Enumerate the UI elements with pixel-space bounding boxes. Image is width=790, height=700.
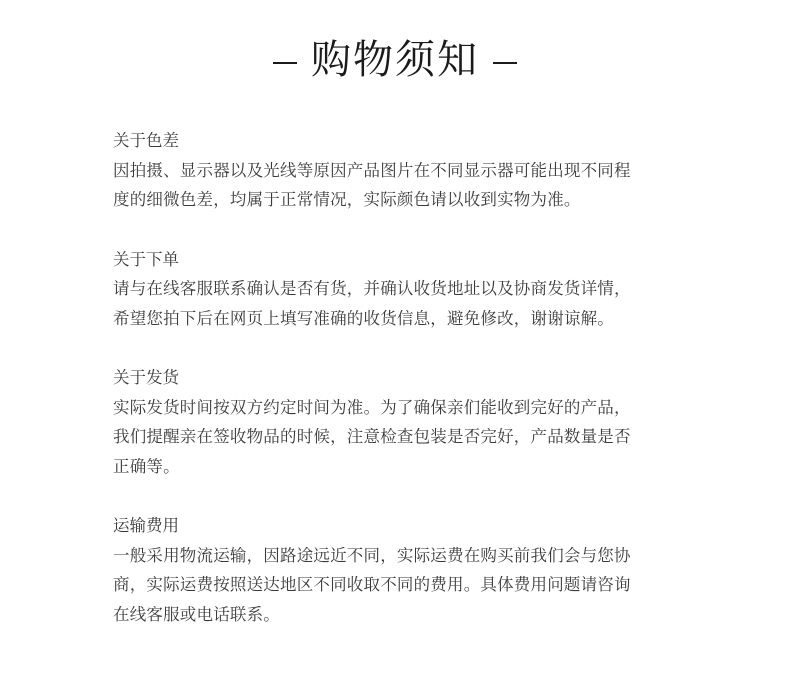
section-heading: 运输费用 bbox=[113, 516, 179, 535]
section-body-line: 实际发货时间按双方约定时间为准。为了确保亲们能收到完好的产品， bbox=[113, 397, 631, 417]
section-body bbox=[113, 541, 683, 630]
section-heading: 关于发货 bbox=[113, 368, 179, 387]
section-body bbox=[113, 156, 683, 215]
section-body-line: 度的细微色差，均属于正常情况，实际颜色请以收到实物为准。 bbox=[113, 190, 581, 209]
section-body bbox=[113, 393, 683, 482]
title-right-dash bbox=[493, 62, 517, 64]
section-body-line: 正确等。 bbox=[113, 456, 180, 476]
section-heading: 关于下单 bbox=[113, 249, 179, 269]
section-body-line: 希望您拍下后在网页上填写准确的收货信息，避免修改，谢谢谅解。 bbox=[113, 308, 614, 328]
section-shipping bbox=[113, 363, 683, 481]
section-body-line: 请与在线客服联系确认是否有货，并确认收货地址以及协商发货详情， bbox=[113, 279, 631, 298]
section-body bbox=[113, 274, 683, 333]
section-heading: 关于色差 bbox=[113, 131, 179, 150]
section-body-line: 一般采用物流运输，因路途远近不同，实际运费在购买前我们会与您协 bbox=[113, 545, 631, 565]
section-color-difference bbox=[113, 126, 683, 215]
page-header bbox=[0, 34, 790, 86]
title-left-dash bbox=[273, 62, 297, 64]
notice-sections bbox=[113, 126, 683, 629]
section-body-line: 商，实际运费按照送达地区不同收取不同的费用。具体费用问题请咨询 bbox=[113, 575, 631, 594]
page-title: 购物须知 bbox=[311, 37, 479, 83]
section-body-line: 我们提醒亲在签收物品的时候，注意检查包装是否完好，产品数量是否 bbox=[113, 427, 631, 446]
section-body-line: 在线客服或电话联系。 bbox=[113, 604, 280, 624]
section-freight-cost bbox=[113, 511, 683, 629]
section-ordering bbox=[113, 245, 683, 334]
section-body-line: 因拍摄、显示器以及光线等原因产品图片在不同显示器可能出现不同程 bbox=[113, 160, 631, 180]
